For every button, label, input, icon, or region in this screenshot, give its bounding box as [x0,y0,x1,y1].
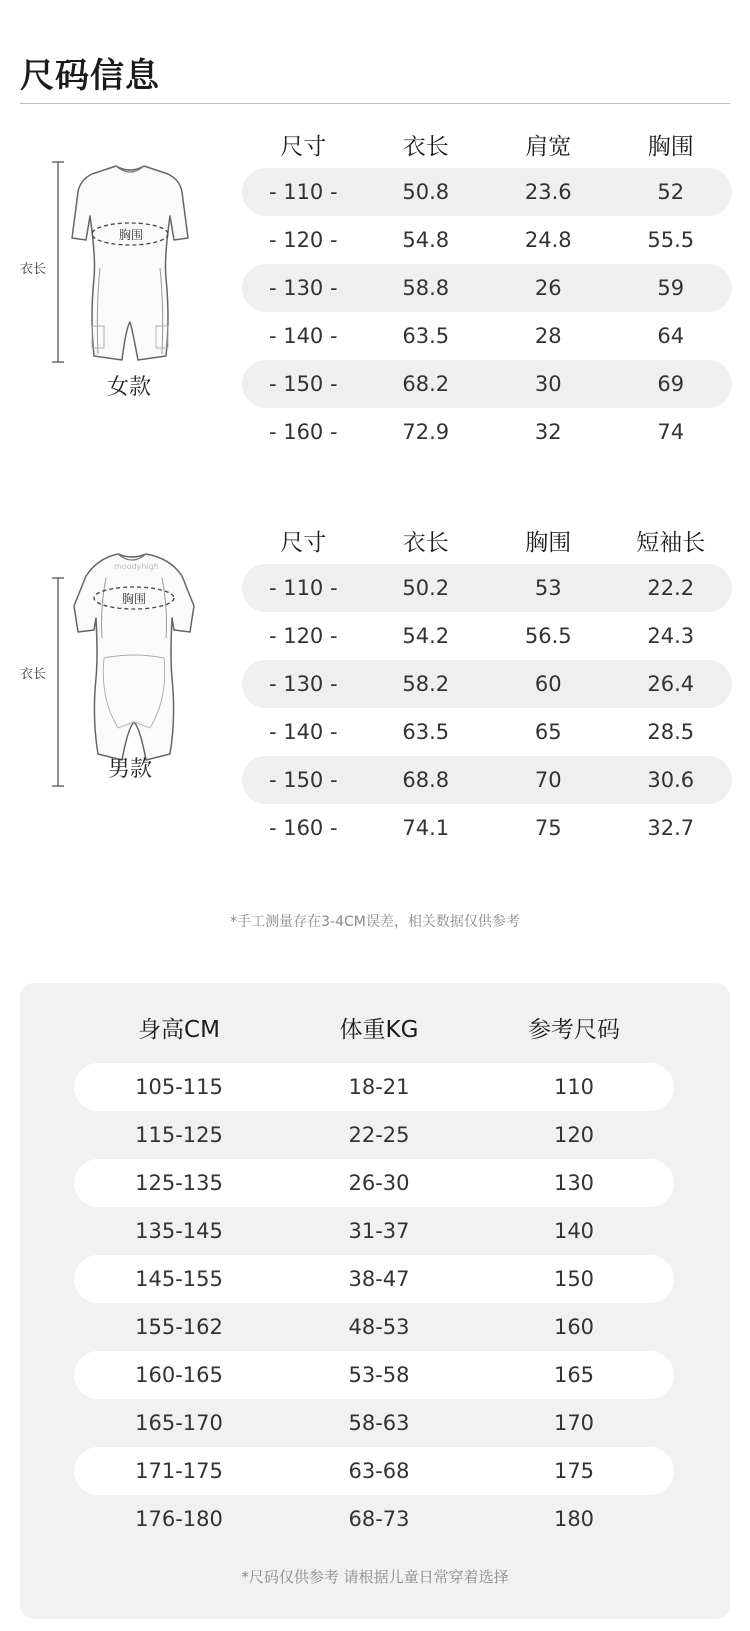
value-cell: 50.8 [402,180,450,204]
table-row [242,660,732,708]
value-cell: 54.8 [402,228,450,252]
weight-cell: 22-25 [348,1123,410,1147]
male-table-header [242,516,732,564]
value-cell: 50.2 [402,576,450,600]
table-row [242,564,732,612]
value-cell: 52 [657,180,685,204]
table-row [74,1303,674,1351]
value-cell: 63.5 [402,720,450,744]
header-cell: 尺寸 [280,133,327,160]
value-cell: 56.5 [524,624,572,648]
size-cell: - 140 - [268,720,338,744]
table-row [242,264,732,312]
weight-cell: 58-63 [348,1411,410,1435]
value-cell: 70 [534,768,562,792]
value-cell: 24.8 [524,228,572,252]
value-cell: 58.2 [402,672,450,696]
table-row [242,312,732,360]
size-cell: - 130 - [268,276,338,300]
female-size-table [242,120,732,456]
table-row [242,360,732,408]
value-cell: 28 [534,324,562,348]
value-cell: 69 [657,372,685,396]
size-cell: 110 [553,1075,595,1099]
table-row [242,756,732,804]
value-cell: 74 [657,420,685,444]
male-length-label: 衣长 [20,667,47,682]
size-cell: - 110 - [268,180,338,204]
header-cell: 身高CM [138,1016,220,1043]
value-cell: 55.5 [647,228,695,252]
header-cell: 衣长 [402,133,449,160]
height-cell: 165-170 [135,1411,223,1435]
male-chest-label: 胸围 [122,592,147,606]
weight-cell: 31-37 [348,1219,410,1243]
value-cell: 58.8 [402,276,450,300]
value-cell: 63.5 [402,324,450,348]
value-cell: 24.3 [647,624,695,648]
table-row [242,408,732,456]
male-size-table [242,516,732,852]
size-cell: 150 [553,1267,595,1291]
header-cell: 胸围 [525,529,572,556]
table-row [242,168,732,216]
size-cell: 180 [553,1507,595,1531]
height-cell: 160-165 [135,1363,223,1387]
table-row [74,1399,674,1447]
value-cell: 26.4 [647,672,695,696]
value-cell: 22.2 [647,576,695,600]
size-cell: - 110 - [268,576,338,600]
value-cell: 68.8 [402,768,450,792]
size-cell: - 150 - [268,768,338,792]
page-title: 尺码信息 [20,56,160,96]
size-cell: - 140 - [268,324,338,348]
value-cell: 32 [534,420,562,444]
header-cell: 胸围 [647,133,694,160]
height-cell: 155-162 [135,1315,223,1339]
value-cell: 74.1 [402,816,450,840]
table-row [74,1447,674,1495]
male-brand-mark: moodyhigh [114,562,159,571]
header-cell: 肩宽 [525,133,572,160]
value-cell: 60 [534,672,562,696]
measurement-note: *手工测量存在3-4CM误差，相关数据仅供参考 [230,914,520,930]
weight-cell: 38-47 [348,1267,410,1291]
size-cell: 140 [553,1219,595,1243]
header-cell: 体重KG [339,1016,419,1043]
size-cell: - 160 - [268,816,338,840]
value-cell: 72.9 [402,420,450,444]
value-cell: 30.6 [647,768,695,792]
weight-cell: 18-21 [348,1075,410,1099]
header-cell: 参考尺码 [528,1016,620,1043]
size-cell: - 150 - [268,372,338,396]
size-cell: 130 [553,1171,595,1195]
value-cell: 64 [657,324,685,348]
value-cell: 65 [534,720,562,744]
height-cell: 125-135 [135,1171,223,1195]
table-row [242,216,732,264]
size-cell: 160 [553,1315,595,1339]
female-table-header [242,120,732,168]
header-cell: 衣长 [402,529,449,556]
height-cell: 105-115 [135,1075,223,1099]
height-cell: 145-155 [135,1267,223,1291]
weight-cell: 53-58 [348,1363,410,1387]
value-cell: 30 [534,372,562,396]
value-cell: 54.2 [402,624,450,648]
weight-cell: 68-73 [348,1507,410,1531]
table-row [242,612,732,660]
value-cell: 75 [534,816,562,840]
table-row [74,1159,674,1207]
female-length-label: 衣长 [20,262,47,277]
value-cell: 28.5 [647,720,695,744]
size-cell: - 130 - [268,672,338,696]
header-cell: 尺寸 [280,529,327,556]
table-row [242,804,732,852]
table-row [74,1207,674,1255]
size-cell: 165 [553,1363,595,1387]
header-cell: 短袖长 [636,529,706,556]
weight-cell: 26-30 [348,1171,410,1195]
size-cell: 170 [553,1411,595,1435]
female-swimsuit-figure [44,158,194,370]
value-cell: 59 [657,276,685,300]
table-row [74,1111,674,1159]
size-cell: 120 [553,1123,595,1147]
height-cell: 115-125 [135,1123,223,1147]
table-row [74,1495,674,1543]
value-cell: 32.7 [647,816,695,840]
reference-size-panel [20,983,730,1619]
size-cell: 175 [553,1459,595,1483]
reference-table-body [74,1063,674,1543]
size-cell: - 120 - [268,624,338,648]
size-cell: - 160 - [268,420,338,444]
male-label: 男款 [108,757,153,782]
reference-note: *尺码仅供参考 请根据儿童日常穿着选择 [241,1568,509,1586]
table-row [74,1063,674,1111]
height-cell: 135-145 [135,1219,223,1243]
female-label: 女款 [107,375,152,400]
table-row [242,708,732,756]
value-cell: 53 [534,576,562,600]
value-cell: 68.2 [402,372,450,396]
height-cell: 176-180 [135,1507,223,1531]
height-cell: 171-175 [135,1459,223,1483]
size-cell: - 120 - [268,228,338,252]
reference-table-header [74,1003,674,1051]
weight-cell: 48-53 [348,1315,410,1339]
female-chest-label: 胸围 [119,228,144,242]
table-row [74,1255,674,1303]
value-cell: 23.6 [524,180,572,204]
table-row [74,1351,674,1399]
value-cell: 26 [534,276,562,300]
weight-cell: 63-68 [348,1459,410,1483]
female-swimsuit-icon [44,158,194,370]
title-divider [20,103,730,104]
